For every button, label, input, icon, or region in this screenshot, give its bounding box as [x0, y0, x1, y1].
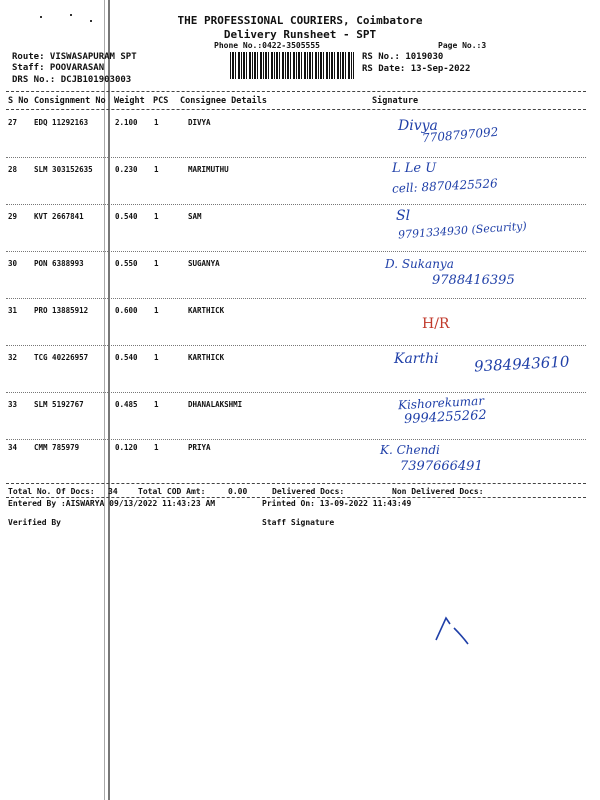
route-label: Route: VISWASAPURAM SPT	[12, 52, 137, 62]
total-cod-label: Total COD Amt:	[138, 487, 206, 496]
row-consignee: SAM	[188, 212, 202, 221]
row-sno: 31	[8, 306, 18, 315]
signature-name: H/R	[422, 316, 450, 332]
row-weight: 2.100	[115, 118, 138, 127]
table-row	[0, 206, 600, 250]
signature-name: Kishorekumar	[397, 393, 485, 413]
row-consignment: CMM 785979	[34, 443, 80, 452]
pen-mark	[428, 610, 478, 650]
row-sno: 30	[8, 259, 18, 268]
row-divider	[6, 392, 586, 393]
col-pcs-header: PCS	[153, 96, 169, 106]
drs-number: DRS No.: DCJB101903003	[12, 75, 132, 85]
col-consignee-header: Consignee Details	[180, 96, 267, 106]
row-weight: 0.600	[115, 306, 138, 315]
document-title: Delivery Runsheet - SPT	[223, 28, 377, 41]
non-delivered-docs-label: Non Delivered Docs:	[392, 487, 484, 496]
row-pcs: 1	[154, 443, 159, 452]
row-consignee: DHANALAKSHMI	[188, 400, 243, 409]
row-consignment: TCG 40226957	[34, 353, 89, 362]
verified-by-label: Verified By	[8, 518, 61, 527]
row-divider	[6, 251, 586, 252]
row-sno: 27	[8, 118, 18, 127]
signature-phone: 9788416395	[432, 273, 515, 288]
col-signature-header: Signature	[372, 96, 419, 106]
row-divider	[6, 345, 586, 346]
printed-on: Printed On: 13-09-2022 11:43:49	[262, 499, 412, 508]
row-weight: 0.485	[115, 400, 138, 409]
totals-bottom-rule	[6, 497, 586, 498]
table-row	[0, 394, 600, 438]
signature-phone: 7708797092	[421, 124, 499, 146]
col-sno-header: S No	[8, 96, 29, 106]
signature-phone: 9791334930 (Security)	[397, 219, 528, 242]
row-consignment: SLM 303152635	[34, 165, 93, 174]
table-row	[0, 253, 600, 297]
col-consignment-header: Consignment No	[34, 96, 106, 106]
row-weight: 0.540	[115, 353, 138, 362]
total-cod-value: 0.00	[228, 487, 248, 496]
signature-phone: 9384943610	[473, 352, 570, 376]
entered-by: Entered By :AISWARYA 09/13/2022 11:43:23 AM	[8, 499, 216, 508]
row-consignment: SLM 5192767	[34, 400, 84, 409]
signature-name: Divya	[398, 118, 438, 134]
row-divider	[6, 157, 586, 158]
signature-name: L Le U	[392, 161, 437, 176]
row-pcs: 1	[154, 400, 159, 409]
row-consignee: KARTHICK	[188, 306, 225, 315]
signature-phone: cell: 8870425526	[391, 176, 498, 196]
total-docs-value: 34	[108, 487, 118, 496]
row-divider	[6, 298, 586, 299]
page-number: Page No.:3	[438, 41, 487, 50]
totals-top-rule	[6, 483, 586, 484]
row-weight: 0.230	[115, 165, 138, 174]
rs-number: RS No.: 1019030	[362, 52, 444, 62]
row-weight: 0.550	[115, 259, 138, 268]
row-consignee: DIVYA	[188, 118, 211, 127]
table-row	[0, 112, 600, 156]
row-weight: 0.540	[115, 212, 138, 221]
staff-label: Staff: POOVARASAN	[12, 63, 105, 73]
row-consignment: KVT 2667841	[34, 212, 84, 221]
signature-phone: 9994255262	[403, 407, 488, 428]
row-pcs: 1	[154, 306, 159, 315]
row-weight: 0.120	[115, 443, 138, 452]
row-divider	[6, 439, 586, 440]
signature-name: D. Sukanya	[385, 257, 454, 271]
table-row	[0, 300, 600, 344]
table-top-rule	[6, 91, 586, 92]
barcode-graphic	[230, 52, 354, 79]
row-consignment: EDQ 11292163	[34, 118, 89, 127]
rs-date: RS Date: 13-Sep-2022	[362, 64, 471, 74]
scan-speck	[70, 14, 72, 16]
signature-name: Karthi	[394, 351, 439, 367]
signature-phone: 7397666491	[400, 459, 483, 474]
row-consignment: PRO 13885912	[34, 306, 89, 315]
col-weight-header: Weight	[114, 96, 145, 106]
table-header-rule	[6, 109, 586, 110]
row-pcs: 1	[154, 212, 159, 221]
row-consignee: SUGANYA	[188, 259, 220, 268]
row-sno: 28	[8, 165, 18, 174]
row-pcs: 1	[154, 353, 159, 362]
signature-name: K. Chendi	[380, 443, 440, 457]
row-sno: 32	[8, 353, 18, 362]
row-consignment: PON 6388993	[34, 259, 84, 268]
row-consignee: PRIYA	[188, 443, 211, 452]
scan-speck	[90, 20, 92, 22]
row-pcs: 1	[154, 165, 159, 174]
row-consignee: KARTHICK	[188, 353, 225, 362]
row-consignee: MARIMUTHU	[188, 165, 229, 174]
total-docs-label: Total No. Of Docs:	[8, 487, 95, 496]
row-pcs: 1	[154, 259, 159, 268]
delivered-docs-label: Delivered Docs:	[272, 487, 345, 496]
signature-name: Sl	[396, 208, 411, 224]
phone-number: Phone No.:0422-3505555	[214, 41, 320, 50]
row-sno: 34	[8, 443, 18, 452]
table-row	[0, 441, 600, 483]
scan-speck	[40, 16, 42, 18]
row-sno: 33	[8, 400, 18, 409]
row-sno: 29	[8, 212, 18, 221]
row-divider	[6, 204, 586, 205]
company-name: THE PROFESSIONAL COURIERS, Coimbatore	[177, 14, 423, 27]
table-row	[0, 347, 600, 391]
row-pcs: 1	[154, 118, 159, 127]
table-row	[0, 159, 600, 203]
staff-signature-label: Staff Signature	[262, 518, 335, 527]
